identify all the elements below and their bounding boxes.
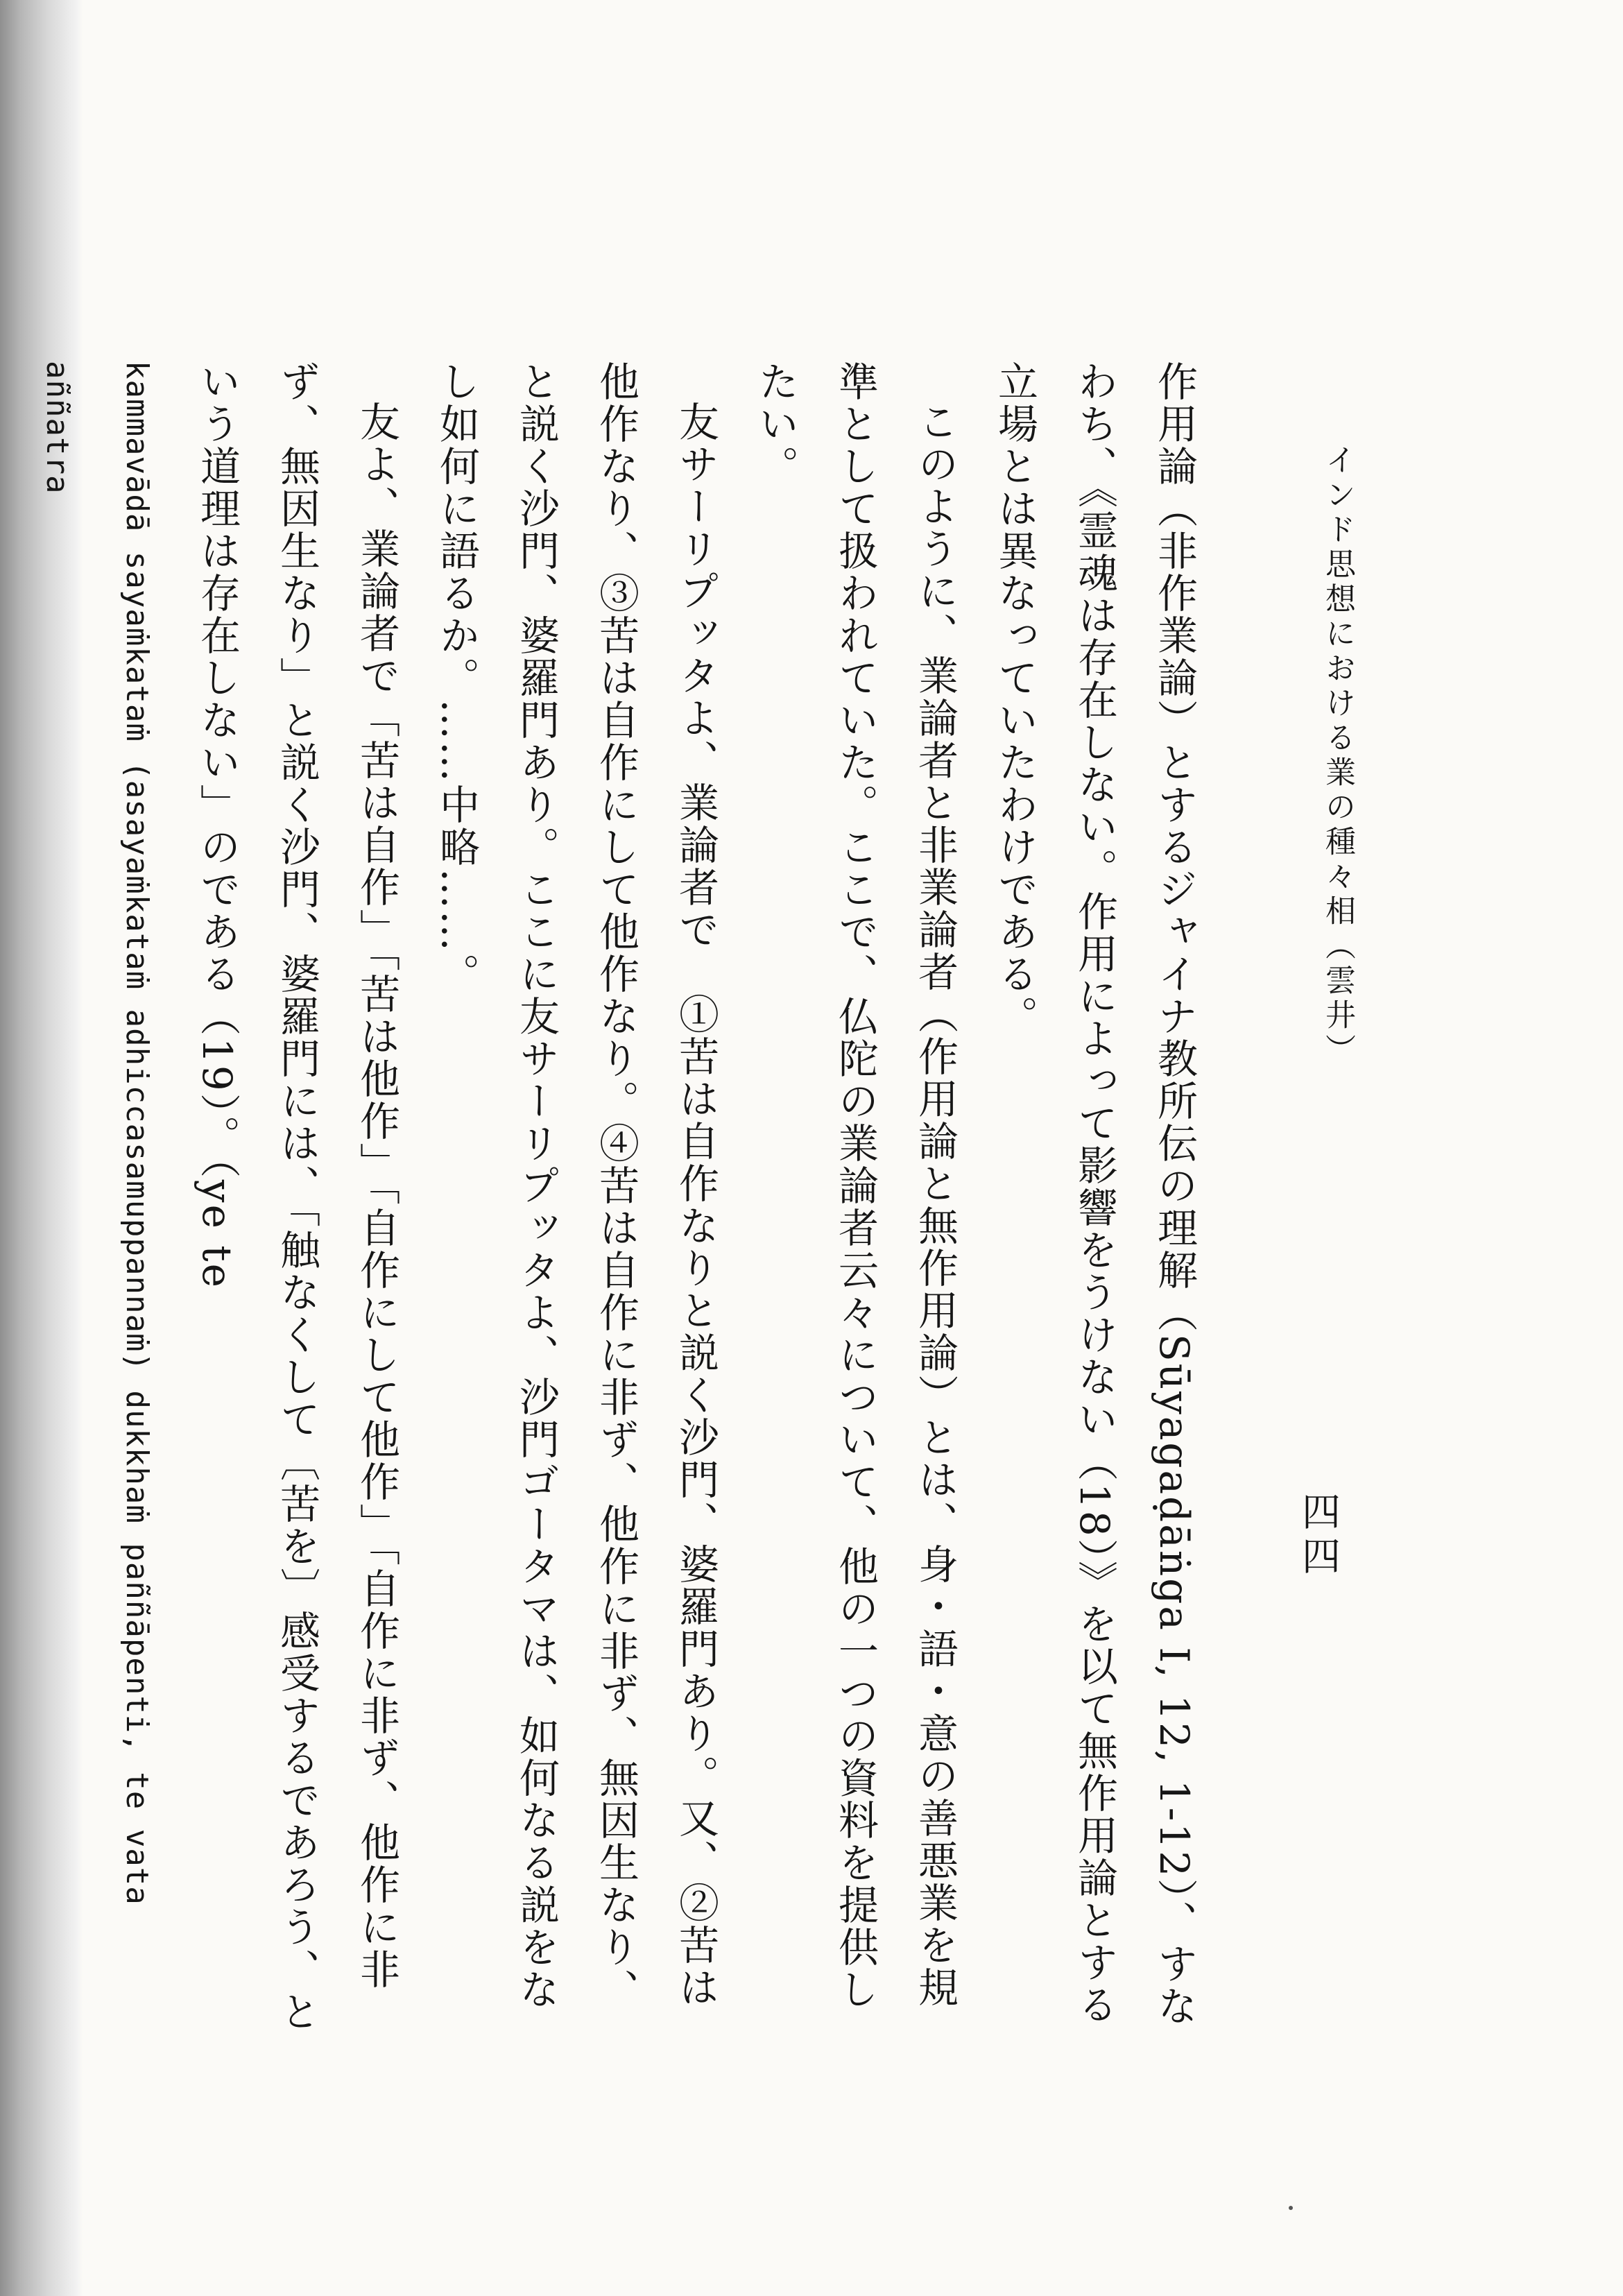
quote-paragraph-1: 友サーリプッタよ、業論者で ①苦は自作なりと説く沙門、婆羅門あり。又、②苦は他作なり、③苦は自作にして他作なり。④苦は自作に非ず、他作に非ず、無因生なり、と説く沙門、婆羅門あり。ここに友サーリプッタよ、沙門ゴータマは、如何なる説をなし如何に語るか。……中略……。 [433, 361, 719, 2011]
scan-speck [1289, 2206, 1293, 2210]
paragraph-2: このように、業論者と非業論者（作用論と無作用論）とは、身・語・意の善悪業を規準として扱われていた。ここで、仏陀の業論者云々について、他の一つの資料を提供したい。 [752, 361, 959, 2011]
running-header: インド思想における業の種々相（雲井） [1320, 444, 1355, 1068]
quote-paragraph-2: 友よ、業論者で「苦は自作」「苦は他作」「自作にして他作」「自作に非ず、他作に非ず、無因生なり」と説く沙門、婆羅門には、「触なくして〔苦を〕感受するであろう、という道理は存在しない」のである（19）。（ye te [194, 361, 400, 2033]
pali-line-1: kammavādā sayaṁkataṁ (asayaṁkataṁ adhiccasamuppannaṁ) dukkhaṁ paññāpenti, te vata aññatra [40, 361, 155, 1905]
paragraph-1: 作用論（非作業論）とするジャイナ教所伝の理解（Sūyagaḍāṅga I, 12, 1-12）、すなわち、《霊魂は存在しない。作用によって影響をうけない（18）》を以て無作用論とする立場とは異なっていたわけである。 [991, 361, 1198, 2028]
body-text [40, 361, 1214, 2039]
pali-line-2 [0, 361, 17, 2039]
page-number: 四四 [1296, 1491, 1341, 1580]
